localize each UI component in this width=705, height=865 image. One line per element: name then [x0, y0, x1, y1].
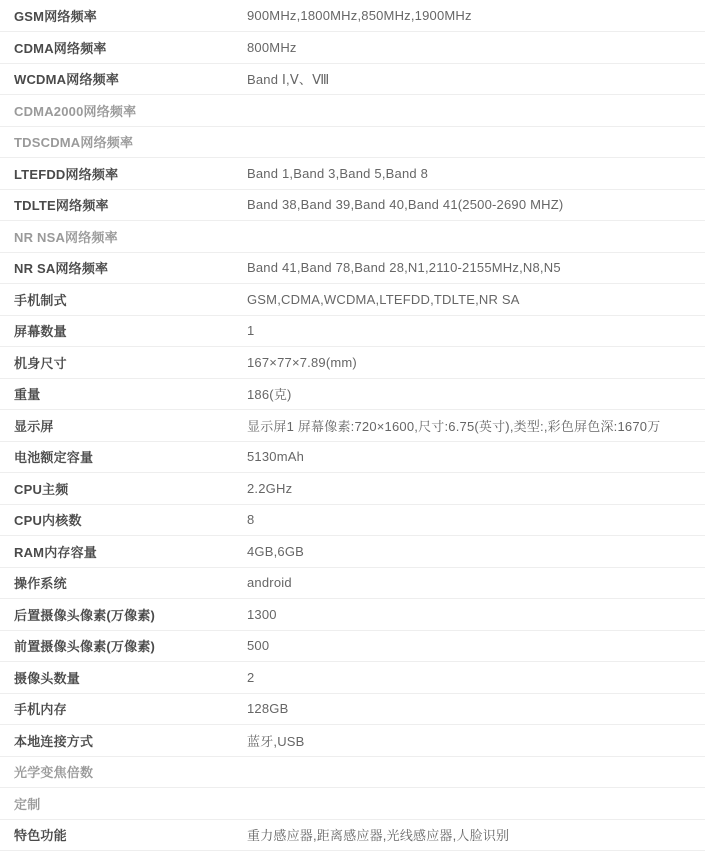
spec-value: 1300	[247, 606, 277, 622]
table-row	[0, 662, 705, 694]
spec-label: CDMA网络频率	[14, 40, 107, 56]
spec-label: 定制	[14, 796, 41, 812]
table-row	[0, 441, 705, 473]
spec-value: Band 41,Band 78,Band 28,N1,2110-2155MHz,N8,N5	[247, 260, 561, 276]
table-row	[0, 567, 705, 599]
table-row	[0, 536, 705, 568]
spec-label: 前置摄像头像素(万像素)	[14, 639, 156, 655]
spec-value: 2.2GHz	[247, 480, 293, 496]
spec-label: 重量	[14, 387, 41, 403]
table-row	[0, 0, 705, 32]
table-row	[0, 756, 705, 788]
spec-value: 900MHz,1800MHz,850MHz,1900MHz	[247, 8, 472, 23]
spec-value: 800MHz	[247, 39, 297, 55]
spec-label: CDMA2000网络频率	[14, 103, 137, 119]
spec-value: 5130mAh	[247, 449, 305, 465]
table-row	[0, 788, 705, 820]
spec-value	[232, 221, 705, 253]
spec-value	[232, 95, 705, 127]
spec-label: WCDMA网络频率	[14, 72, 120, 88]
table-row	[0, 189, 705, 221]
table-row	[0, 693, 705, 725]
table-row	[0, 599, 705, 631]
spec-value: 2	[247, 669, 255, 685]
spec-value: 重力感应器,距离感应器,光线感应器,人脸识别	[247, 828, 510, 844]
spec-value: 500	[247, 638, 270, 654]
spec-label: 屏幕数量	[14, 324, 67, 340]
spec-value	[232, 756, 705, 788]
table-row	[0, 95, 705, 127]
spec-value: 蓝牙,USB	[247, 733, 305, 749]
table-row	[0, 504, 705, 536]
spec-label: LTEFDD网络频率	[14, 166, 119, 182]
spec-label: CPU内核数	[14, 513, 82, 529]
spec-value: 186(克)	[247, 387, 292, 403]
spec-label: 电池额定容量	[14, 450, 94, 466]
spec-label: 机身尺寸	[14, 355, 67, 371]
table-row	[0, 158, 705, 190]
spec-label: TDSCDMA网络频率	[14, 135, 134, 151]
spec-label: 特色功能	[14, 828, 67, 844]
table-row	[0, 32, 705, 64]
table-row	[0, 473, 705, 505]
table-row	[0, 347, 705, 379]
spec-label: 本地连接方式	[14, 733, 94, 749]
spec-label: 后置摄像头像素(万像素)	[14, 607, 156, 623]
spec-label: NR NSA网络频率	[14, 229, 118, 245]
spec-value: 128GB	[247, 701, 289, 717]
table-row	[0, 378, 705, 410]
table-row	[0, 63, 705, 95]
spec-value: Band 38,Band 39,Band 40,Band 41(2500-2690 MHZ)	[247, 197, 564, 213]
spec-value: 8	[247, 512, 255, 528]
table-row	[0, 630, 705, 662]
spec-label: GSM网络频率	[14, 9, 98, 24]
table-row	[0, 725, 705, 757]
spec-label: TDLTE网络频率	[14, 198, 109, 214]
spec-label: CPU主频	[14, 481, 69, 497]
spec-value: Band Ⅰ,Ⅴ、Ⅷ	[247, 72, 330, 88]
table-row	[0, 819, 705, 851]
spec-label: 手机制式	[14, 292, 67, 308]
spec-label: NR SA网络频率	[14, 261, 109, 277]
table-row	[0, 252, 705, 284]
spec-label: 手机内存	[14, 702, 67, 718]
spec-label: 操作系统	[14, 576, 67, 592]
spec-value: android	[247, 575, 292, 591]
spec-value: 167×77×7.89(mm)	[247, 354, 357, 370]
table-row	[0, 126, 705, 158]
spec-value	[232, 126, 705, 158]
table-row	[0, 221, 705, 253]
spec-value: 1	[247, 323, 255, 339]
spec-value	[232, 788, 705, 820]
spec-label: 光学变焦倍数	[14, 765, 94, 781]
spec-value: Band 1,Band 3,Band 5,Band 8	[247, 165, 429, 181]
table-row	[0, 410, 705, 442]
spec-value: GSM,CDMA,WCDMA,LTEFDD,TDLTE,NR SA	[247, 291, 520, 307]
spec-label: 显示屏	[14, 418, 54, 434]
spec-value: 4GB,6GB	[247, 543, 305, 559]
spec-label: 摄像头数量	[14, 670, 81, 686]
spec-value: 显示屏1 屏幕像素:720×1600,尺寸:6.75(英寸),类型:,彩色屏色深:1670万	[247, 418, 661, 434]
table-row	[0, 315, 705, 347]
spec-label: RAM内存容量	[14, 544, 98, 560]
table-row	[0, 284, 705, 316]
